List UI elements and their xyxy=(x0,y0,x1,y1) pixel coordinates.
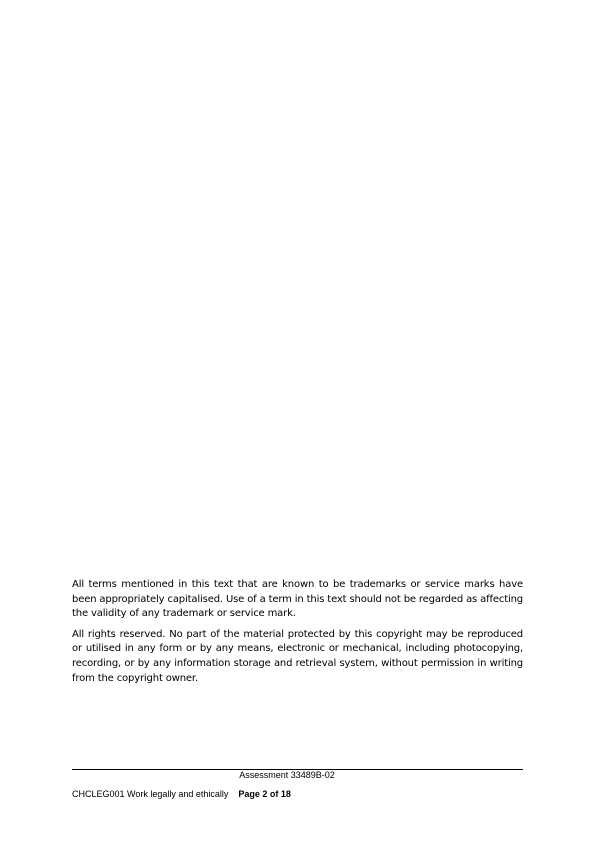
footer-page-number: Page 2 of 18 xyxy=(238,789,291,799)
trademark-paragraph: All terms mentioned in this text that are known to be trademarks or service marks have been appropriately capitalised. Use of a term in this text should not be regarded as affecting the validity of any trademark or service mark. xyxy=(72,579,523,620)
copyright-paragraph: All rights reserved. No part of the material protected by this copyright may be reproduced or utilised in any form or by any means, electronic or mechanical, including photocopying, recording, or by any information storage and retrieval system, without permission in writing from the copyright owner. xyxy=(72,628,523,684)
footer-unit-line xyxy=(72,789,291,800)
copyright-notice xyxy=(72,578,523,692)
footer-assessment-code: Assessment 33489B-02 xyxy=(239,770,335,780)
footer-unit-title: CHCLEG001 Work legally and ethically xyxy=(72,789,229,799)
